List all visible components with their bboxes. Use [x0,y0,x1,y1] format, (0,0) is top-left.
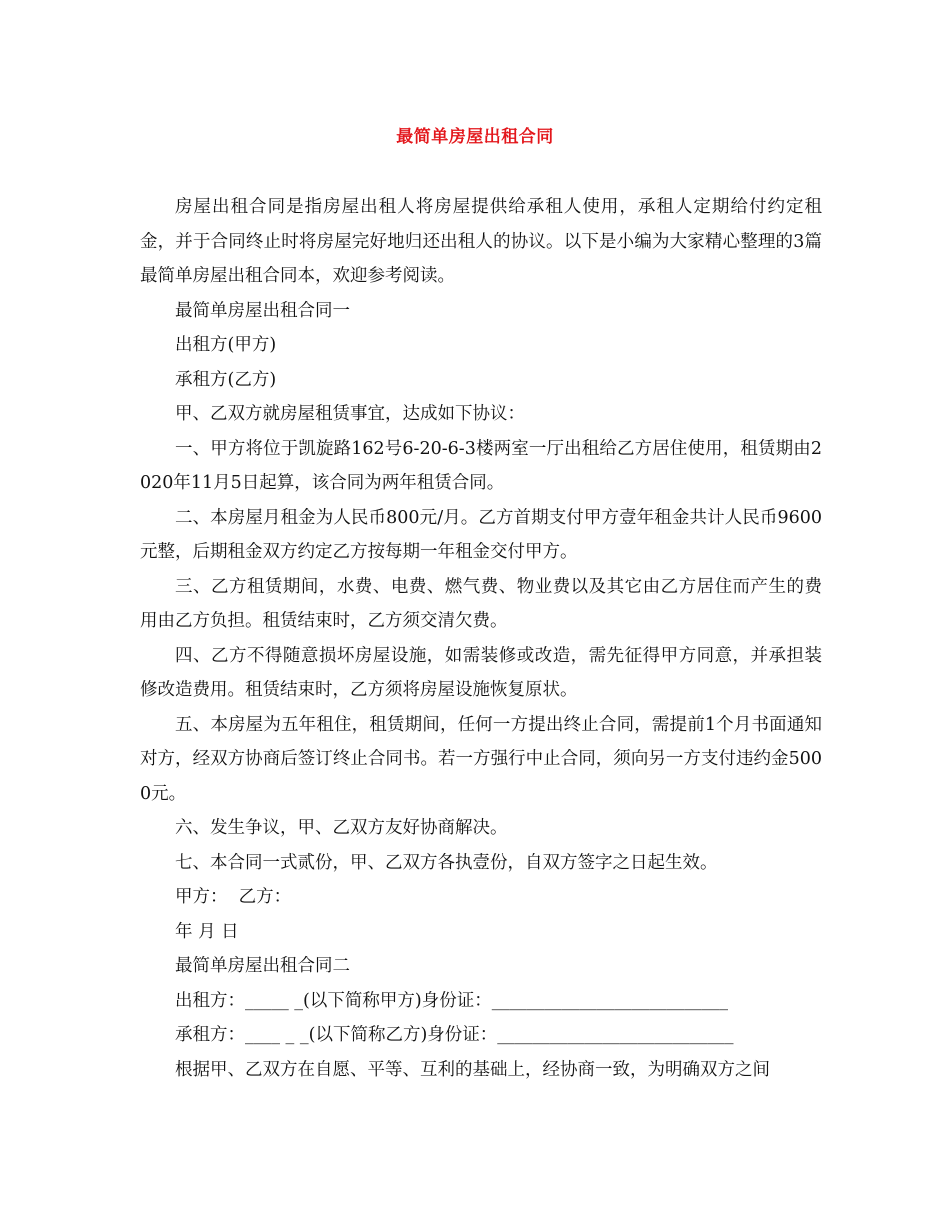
lessee-id-line: 承租方：____ _ _(以下简称乙方)身份证：___________________________ [175,1025,734,1045]
clause-1: 一、甲方将位于凯旋路162号6-20-6-3楼两室一厅出租给乙方居住使用，租赁期由2020年11月5日起算，该合同为两年租赁合同。 [140,438,822,493]
document-title: 最简单房屋出租合同 [396,127,554,147]
section-heading-contract-2: 最简单房屋出租合同二 [175,956,350,976]
lessor-line: 出租方(甲方) [175,335,277,355]
clause-6: 六、发生争议，甲、乙双方友好协商解决。 [175,818,508,838]
clause-5: 五、本房屋为五年租住，租赁期间，任何一方提出终止合同，需提前1个月书面通知对方，经双方协商后签订终止合同书。若一方强行中止合同，须向另一方支付违约金5000元。 [140,714,822,804]
clause-7: 七、本合同一式贰份，甲、乙双方各执壹份，自双方签字之日起生效。 [175,852,718,873]
signature-line: 甲方： 乙方： [175,887,292,907]
clause-3: 三、乙方租赁期间，水费、电费、燃气费、物业费以及其它由乙方居住而产生的费用由乙方负担。租赁结束时，乙方须交清欠费。 [140,576,822,631]
clause-2: 二、本房屋月租金为人民币800元/月。乙方首期支付甲方壹年租金共计人民币9600元整，后期租金双方约定乙方按每期一年租金交付甲方。 [140,507,822,562]
agreement-intro: 甲、乙双方就房屋租赁事宜，达成如下协议： [175,404,525,424]
paragraph: 根据甲、乙双方在自愿、平等、互利的基础上，经协商一致，为明确双方之间 [175,1059,770,1080]
lessor-id-line: 出租方：_____ _(以下简称甲方)身份证：___________________________ [175,990,728,1011]
clause-4: 四、乙方不得随意损坏房屋设施，如需装修或改造，需先征得甲方同意，并承担装修改造费用。租赁结束时，乙方须将房屋设施恢复原状。 [140,645,822,700]
lessee-line: 承租方(乙方) [175,369,277,390]
section-heading-contract-1: 最简单房屋出租合同一 [175,300,350,321]
document-body [140,190,822,1087]
paragraph: 房屋出租合同是指房屋出租人将房屋提供给承租人使用，承租人定期给付约定租金，并于合同终止时将房屋完好地归还出租人的协议。以下是小编为大家精心整理的3篇最简单房屋出租合同本，欢迎参考阅读。 [140,197,822,286]
date-line: 年 月 日 [175,921,239,942]
